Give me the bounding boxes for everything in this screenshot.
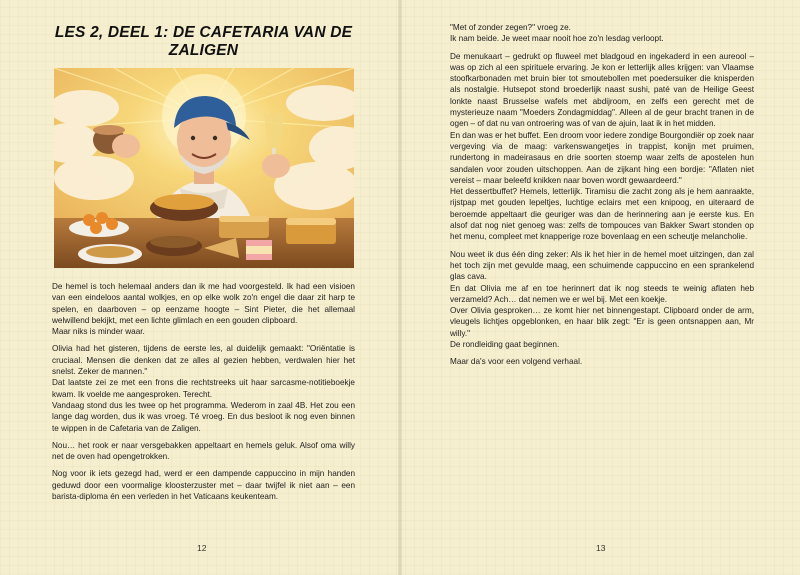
paragraph: Het dessertbuffet? Hemels, letterlijk. Tiramisu die zacht zong als je hem aanraakte, rijstpap met gouden lepeltjes, luchtige eclairs met een knipoog, en uiteraard de beroemde appeltaart die geuriger was dan de herinnering aan je eerste kus. En alsof dat nog niet genoeg was: zelfs de tompouces van Bakker Swart stonden op het menu, compleet met knapperige roze bovenlaag en een scheutje melancholie. [450, 187, 754, 242]
paragraph: En dan was er het buffet. Een droom voor iedere zondige Bourgondiër op zoek naar vergeving via de maag: varkenswangetjes in trappist, konijn met pruimen, rundertong in madeirasaus en drie soorten stoemp waar zelfs de apostelen hun sandalen voor zouden uitschoppen. Aan de zijkant hing een bordje: "Aflaten niet vereist – maar beleefd knikken naar boven wordt gewaardeerd." [450, 130, 754, 185]
paragraph: Nog voor ik iets gezegd had, werd er een dampende cappuccino in mijn handen geduwd door een voormalige kloosterzuster met – daar twijfel ik niet aan – een barista-diploma én een verleden in het Vaticaans keukenteam. [52, 469, 355, 502]
left-page-text [52, 281, 355, 502]
paragraph: Vandaag stond dus les twee op het programma. Wederom in zaal 4B. Het zou een lange dag worden, dus ik was vroeg. Té vroeg. En dus besloot ik nog even binnen te wippen in de Cafetaria van de Zaligen. [52, 400, 355, 433]
paragraph: De rondleiding gaat beginnen. [450, 340, 560, 350]
paragraph: Over Olivia gesproken… ze komt hier net binnengestapt. Clipboard onder de arm, vleugels lichtjes opgeblonken, en haar blik zegt: "Er is geen ontsnappen aan, Mr willy." [450, 306, 754, 338]
paragraph: "Met of zonder zegen?" vroeg ze. [450, 23, 571, 32]
right-page [400, 0, 800, 575]
paragraph: Maar niks is minder waar. [52, 327, 145, 337]
chapter-title: LES 2, DEEL 1: DE CAFETARIA VAN DE ZALIGEN [54, 24, 353, 59]
page-number-left: 12 [197, 543, 207, 553]
right-page-text [450, 22, 754, 368]
paragraph: En dat Olivia me af en toe herinnert dat ik nog steeds te weinig aflaten heb verzameld? Ach… dat nemen we er wel bij. Met een koekje. [450, 283, 754, 304]
paragraph: Dat laatste zei ze met een frons die rechtstreeks uit haar sarcasme-notitieboekje kwam. Ik voelde me aangesproken. Terecht. [52, 378, 355, 399]
heaven-cafeteria-illustration [54, 68, 354, 268]
paragraph: Nou… het rook er naar versgebakken appeltaart en hemels geluk. Alsof oma willy net de oven had opengetrokken. [52, 440, 355, 462]
paragraph: Maar da's voor een volgend verhaal. [450, 357, 583, 367]
paragraph: De hemel is toch helemaal anders dan ik me had voorgesteld. Ik had een visioen van een eindeloos aantal wolkjes, en op elke wolk zo'n engel die daar zit harp te spelen, en daarboven – op eenzame hoogte – Sint Pieter, die het allemaal welwillend bekijkt, met een lichte glimlach en een gouden clipboard. [52, 282, 355, 325]
page-number-right: 13 [596, 543, 606, 553]
paragraph: Ik nam beide. Je weet maar nooit hoe zo'n lesdag verloopt. [450, 34, 664, 44]
paragraph: Nou weet ik dus één ding zeker: Als ik het hier in de hemel moet uitzingen, dan zal het toch zijn met gevulde maag, een schuimende cappuccino en een sprankelend glas cava. [450, 249, 754, 282]
paragraph: De menukaart – gedrukt op fluweel met bladgoud en ingekaderd in een aureool – was op zich al een spirituele ervaring. Je kon er letterlijk alles krijgen: van Vlaamse stoofkarbonaden met bruin bier tot smoutebollen met poedersuiker die knisperden als nostalgie. Hutsepot stond broederlijk naast sushi, paté van de Heilige Geest lonkte naast Brusselse wafels met abdijroom, en zelfs een gerecht met de mysterieuze naam "Moeders Zondagmiddag". Alleen al de geur bracht tranen in de ogen – of dat nu van ontroering was of van de ajuin, laat ik in het midden. [450, 51, 754, 129]
paragraph: Olivia had het gisteren, tijdens de eerste les, al duidelijk gemaakt: "Oriëntatie is cruciaal. Mensen die denken dat ze alles al gezien hebben, verdwalen hier het snelst. Zeker de mannen." [52, 344, 355, 377]
